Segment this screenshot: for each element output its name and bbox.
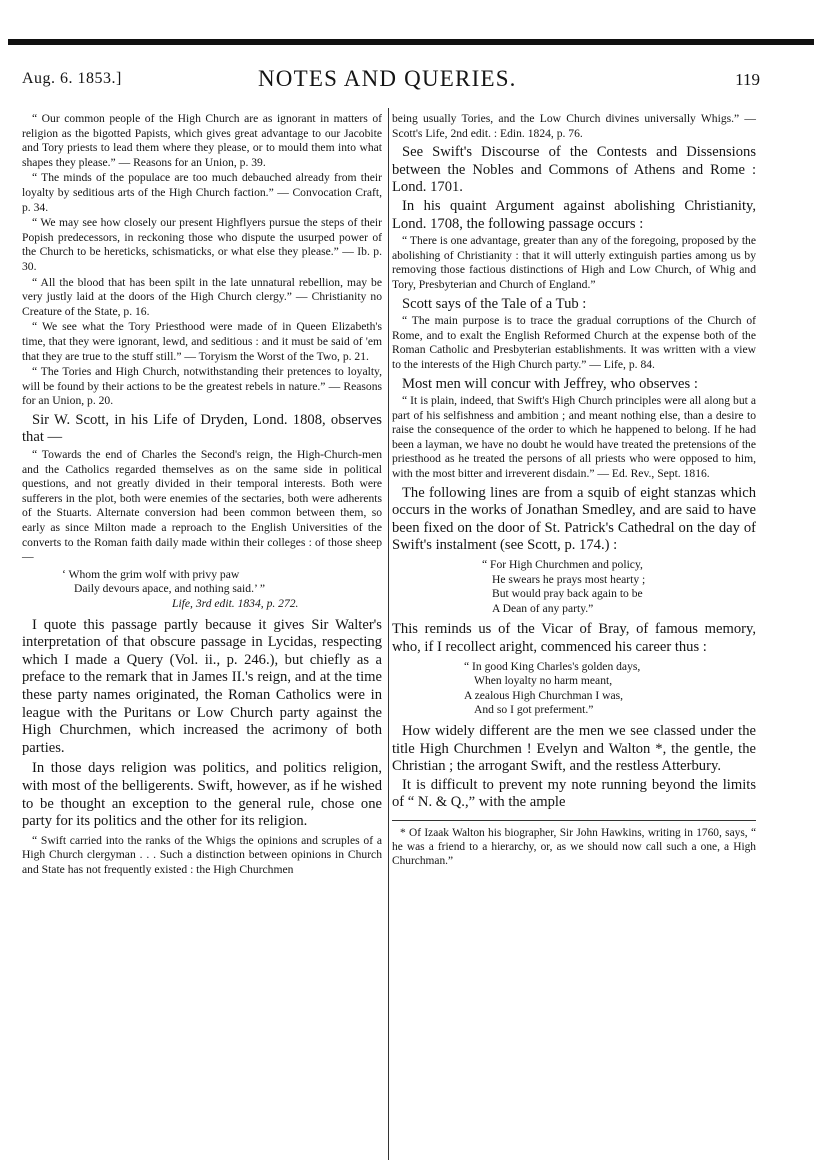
quote-paragraph: “ It is plain, indeed, that Swift's High Church principles were all along but a part of his selfishness and ambition ; and meant nothing else, than a desire to raise the consequence of the order to which he happened to belong. If he had been a layman, we have no doubt he would have treated the pretensions of the priesthood as he treated the persons of all priests who were opposed to him, with the most bitter and irreverent disdain.” — Ed. Rev., Sept. 1816. <box>392 394 756 481</box>
body-paragraph: It is difficult to prevent my note running beyond the limits of “ N. & Q.,” with the ample <box>392 776 756 811</box>
body-paragraph: Most men will concur with Jeffrey, who observes : <box>402 375 698 392</box>
body-paragraph: How widely different are the men we see classed under the title High Churchmen ! Evelyn and Walton *, the gentle, the Christian ; the arrogant Swift, and the restless Atterbury. <box>392 722 756 775</box>
page-header <box>22 66 760 96</box>
verse-line: “ For High Churchmen and policy, <box>482 558 643 572</box>
verse-line: When loyalty no harm meant, <box>474 674 613 688</box>
left-column <box>22 112 382 879</box>
quote-paragraph: “ All the blood that has been spilt in the late unnatural rebellion, may be very justly laid at the doors of the High Church clergy.” — Christianity no Creature of the State, p. 16. <box>22 275 382 318</box>
top-rule <box>8 39 814 45</box>
body-paragraph: Sir W. Scott, in his Life of Dryden, Lond. 1808, observes that — <box>22 411 382 446</box>
quote-paragraph: “ Towards the end of Charles the Second's reign, the High-Church-men and the Catholics regarded themselves as on the same side in political questions, and not greatly divided in their temporal interests. Both were sufferers in the plot, both were enemies of the sectaries, both were adherents of the Stuarts. Alternate conversion had been common between them, so early as since Milton made a reproach to the English Universities of the converts to the Roman faith daily made within their colleges : of those sheep — <box>22 448 382 564</box>
footnote-rule <box>392 820 756 821</box>
citation: Life, 3rd edit. 1834, p. 272. <box>172 597 299 610</box>
verse-line: But would pray back again to be <box>492 587 643 601</box>
body-paragraph: In those days religion was politics, and politics religion, with most of the belligerents. Swift, however, as if he wished to be thought an exception to the general rule, chose one party for its politics and the other for its religion. <box>22 760 382 830</box>
quote-paragraph: “ The minds of the populace are too much debauched already from their loyalty by seditious arts of the High Church faction.” — Convocation Craft, p. 34. <box>22 171 382 214</box>
footnote: * Of Izaak Walton his biographer, Sir John Hawkins, writing in 1760, says, “ he was a friend to a hierarchy, or, as we should now call such a one, a High Churchman.” <box>392 826 756 868</box>
verse-line: He swears he prays most hearty ; <box>492 572 646 586</box>
verse-quote <box>392 558 756 616</box>
body-paragraph: Scott says of the Tale of a Tub : <box>402 295 587 312</box>
verse-line: “ In good King Charles's golden days, <box>464 659 641 673</box>
verse-line: And so I got preferment.” <box>474 703 594 717</box>
verse-line: A zealous High Churchman I was, <box>464 688 624 702</box>
body-paragraph: See Swift's Discourse of the Contests and Dissensions between the Nobles and Commons of Athens and Rome : Lond. 1701. <box>392 144 756 196</box>
page-number: 119 <box>735 70 760 89</box>
quote-paragraph: “ Our common people of the High Church are as ignorant in matters of religion as the bigotted Papists, which gives great advantage to our Jacobite and Tory priests to lead them where they please, or to mould them into what shapes they please.” — Reasons for an Union, p. 39. <box>22 112 382 169</box>
quote-paragraph: “ The main purpose is to trace the gradual corruptions of the Church of Rome, and to exalt the English Reformed Church at the expense both of the Roman Catholic and Presbyterian establishments. It was written with a view to the interests of the High Church party.” — Life, p. 84. <box>392 314 756 371</box>
body-paragraph: The following lines are from a squib of eight stanzas which occurs in the works of Jonathan Smedley, and are said to have been fixed on the door of St. Patrick's Cathedral on the day of Swift's instalment (see Scott, p. 174.) : <box>392 484 756 554</box>
column-divider <box>388 108 389 1160</box>
verse-line: Daily devours apace, and nothing said.’ ” <box>74 582 266 596</box>
right-column <box>392 112 756 870</box>
quote-paragraph: “ There is one advantage, greater than any of the foregoing, proposed by the abolishing of Christianity : that it will utterly extinguish parties among us by removing those factious distinctions of High and Low Church, of Whig and Tory, Presbyterian and Church of England.” <box>392 234 756 291</box>
journal-title: NOTES AND QUERIES. <box>258 66 517 91</box>
quote-continuation: being usually Tories, and the Low Church divines universally Whigs.” — Scott's Life, 2nd edit. : Edin. 1824, p. 76. <box>392 112 756 140</box>
quote-paragraph: “ Swift carried into the ranks of the Whigs the opinions and scruples of a High Church clergyman . . . Such a distinction between opinions in Church and State has not frequently existed : the High Churchmen <box>22 833 382 876</box>
issue-date: Aug. 6. 1853.] <box>22 70 122 87</box>
quote-paragraph: “ We may see how closely our present Highflyers pursue the steps of their Popish predecessors, in reckoning those who dispute the usurped power of the Church to be hereticks, schismaticks, or what else they please.” — Ib. p. 30. <box>22 216 382 273</box>
body-paragraph: In his quaint Argument against abolishing Christianity, Lond. 1708, the following passage occurs : <box>392 197 756 232</box>
verse-line: A Dean of any party.” <box>492 601 594 615</box>
verse-line: ‘ Whom the grim wolf with privy paw <box>62 567 240 581</box>
quote-paragraph: “ The Tories and High Church, notwithstanding their pretences to loyalty, will be found by their actions to be the greatest rebels in nature.” — Reasons for an Union, p. 20. <box>22 365 382 408</box>
quote-paragraph: “ We see what the Tory Priesthood were made of in Queen Elizabeth's time, that they were ignorant, lewd, and seditious : and it must be said of 'em that they are true to the stuff still.” — Toryism the Worst of the Two, p. 21. <box>22 320 382 363</box>
verse-quote <box>392 660 756 718</box>
verse-quote <box>22 568 382 612</box>
body-paragraph: I quote this passage partly because it gives Sir Walter's interpretation of that obscure passage in Lycidas, respecting which I made a Query (Vol. ii., p. 246.), but chiefly as a preface to the remark that in James II.'s reign, and at the time these party names originated, the Roman Catholics were in league with the Puritans or Low Church party against the High Churchmen, which increased the acrimony of both parties. <box>22 616 382 756</box>
body-paragraph: This reminds us of the Vicar of Bray, of famous memory, who, if I recollect aright, commenced his career thus : <box>392 621 756 655</box>
